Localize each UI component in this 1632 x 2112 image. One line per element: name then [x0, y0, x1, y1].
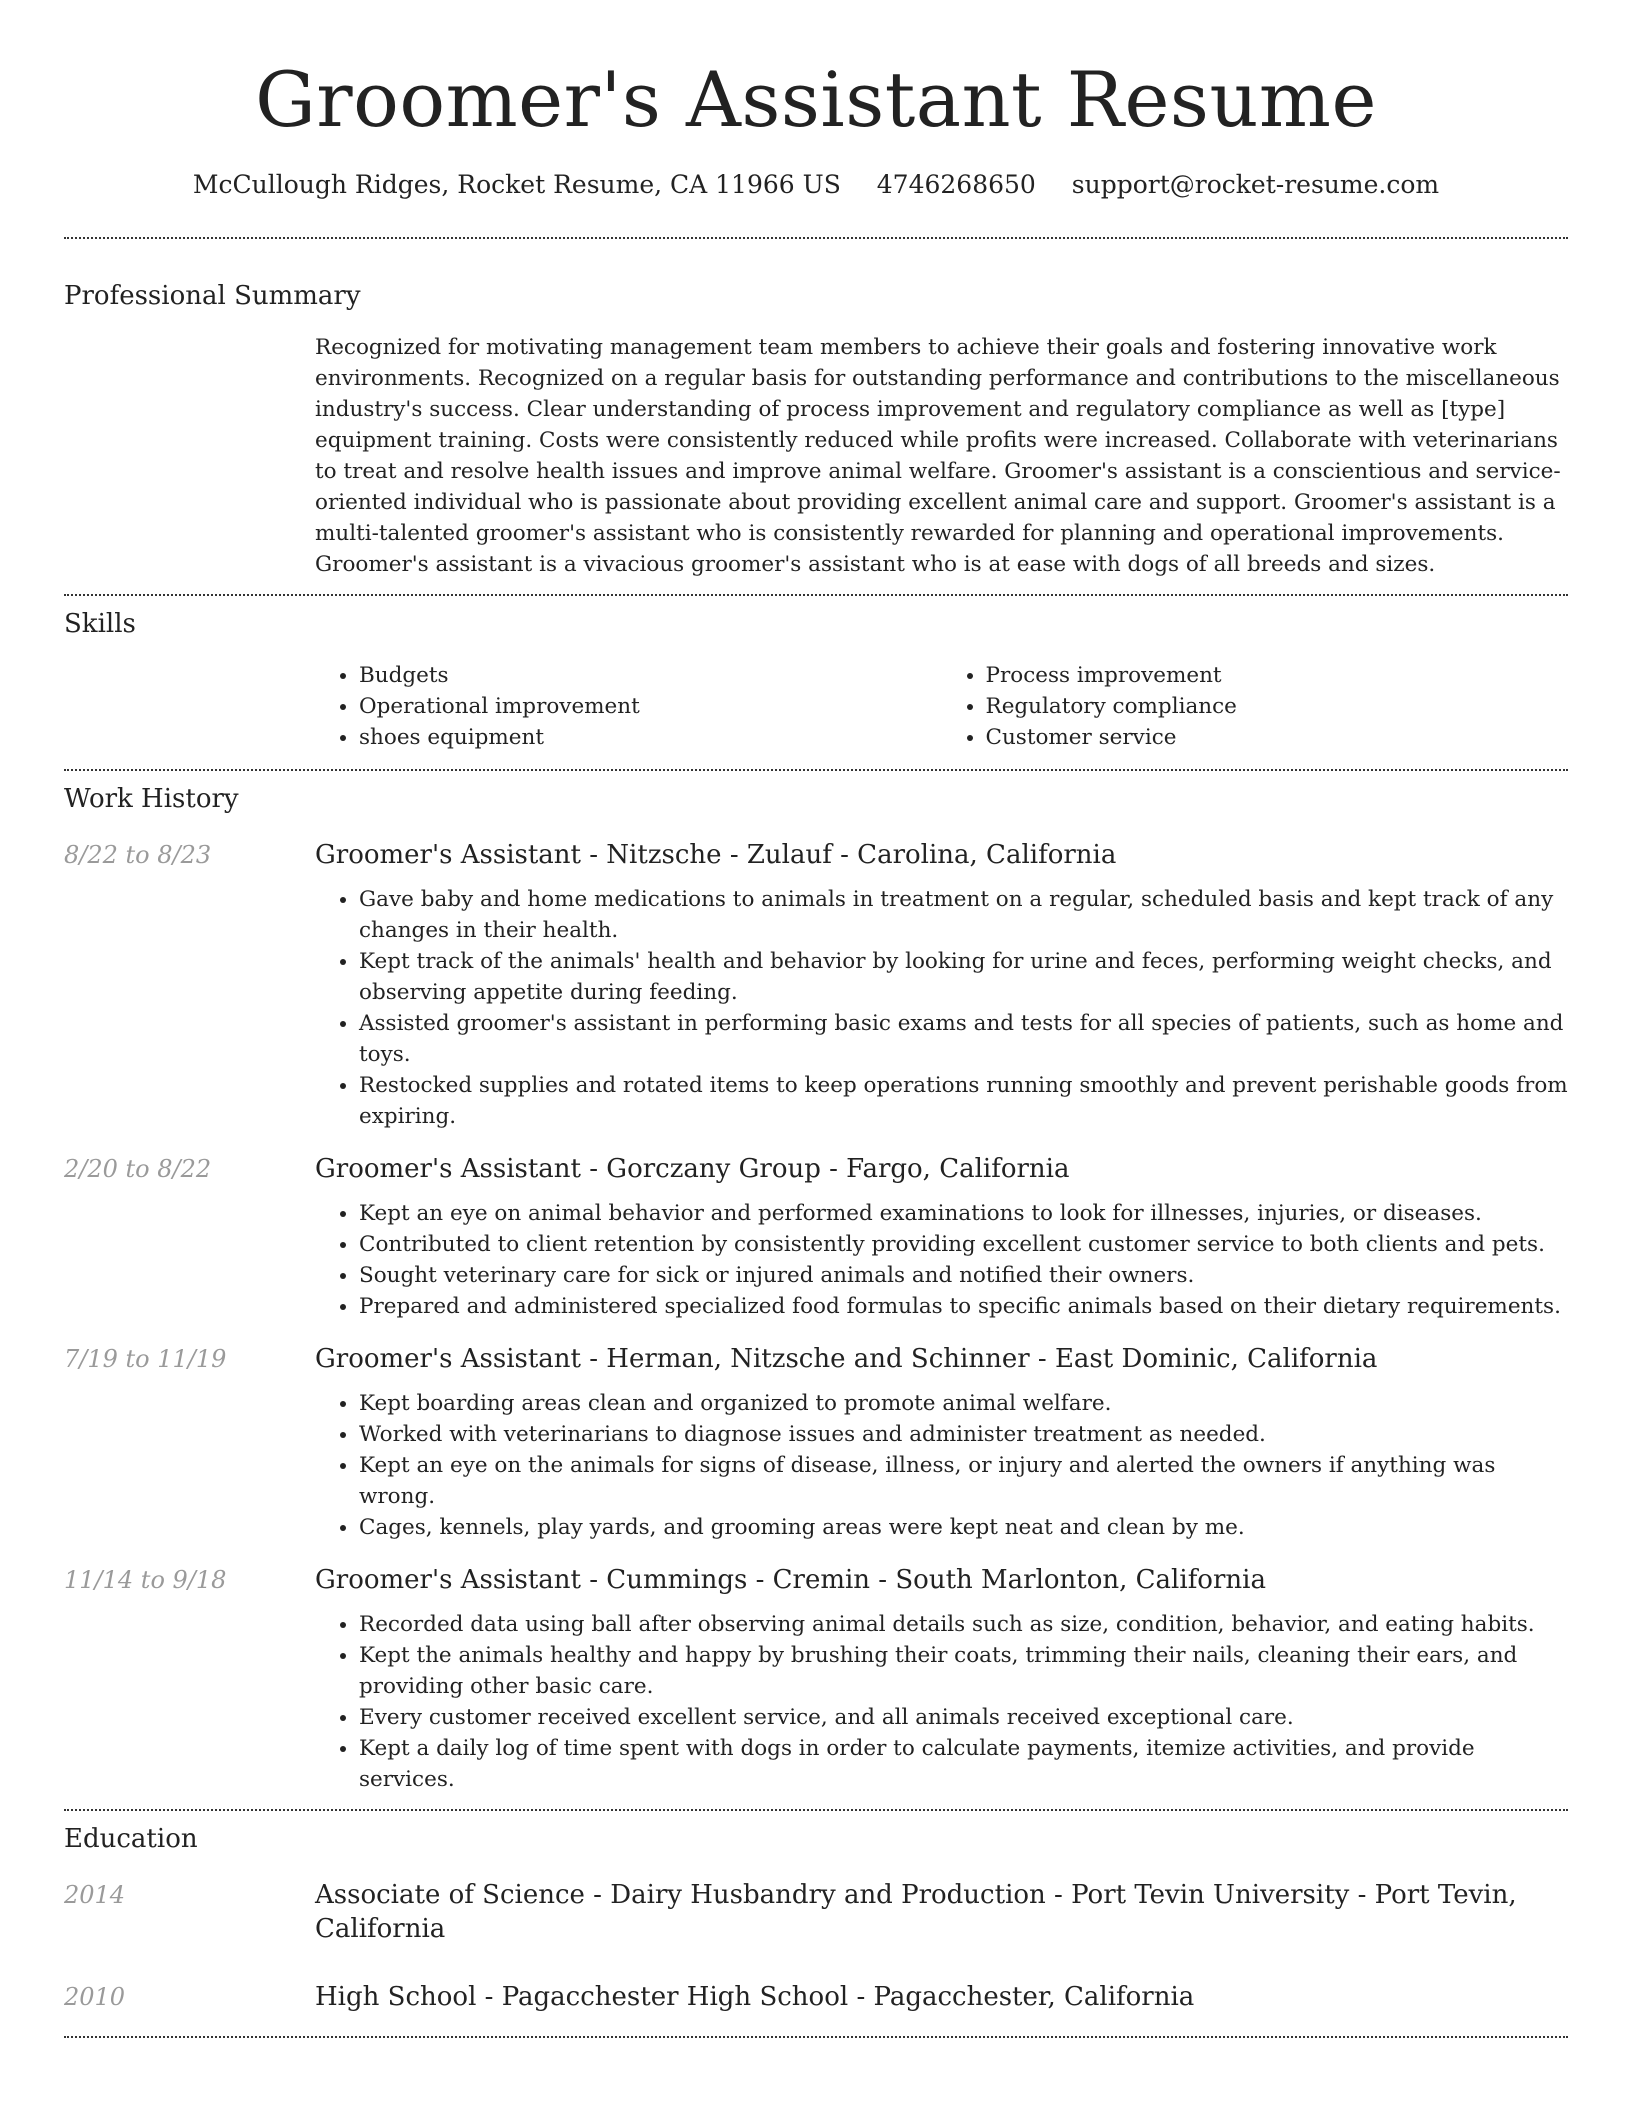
- job-bullet: • Kept track of the animals' health and behavior by looking for urine and feces, performing weight checks, and observing appetite during feeding.: [359, 946, 1568, 1008]
- resume-title: Groomer's Assistant Resume: [255, 55, 1377, 144]
- job-bullet: • Recorded data using ball after observing animal details such as size, condition, behavior, and eating habits.: [359, 1609, 1568, 1640]
- job-bullet: • Sought veterinary care for sick or injured animals and notified their owners.: [359, 1260, 1568, 1291]
- divider: [64, 237, 1568, 239]
- divider: [64, 2036, 1568, 2038]
- section-heading-work: Work History: [64, 784, 239, 814]
- job-entry: [64, 1563, 1568, 1795]
- job-bullet: • Kept an eye on animal behavior and performed examinations to look for illnesses, injuries, or diseases.: [359, 1198, 1568, 1229]
- job-date: 2/20 to 8/22: [64, 1155, 212, 1183]
- divider: [64, 769, 1568, 771]
- education-date: 2010: [64, 1983, 126, 2011]
- address: McCullough Ridges, Rocket Resume, CA 11966 US: [192, 170, 841, 199]
- job-title: Groomer's Assistant - Nitzsche - Zulauf - Carolina, California: [315, 840, 1117, 870]
- job-bullets: [315, 1388, 1568, 1543]
- job-title: Groomer's Assistant - Gorczany Group - Fargo, California: [315, 1154, 1070, 1184]
- divider: [64, 1809, 1568, 1811]
- phone: 4746268650: [876, 170, 1036, 199]
- job-title: Groomer's Assistant - Cummings - Cremin - South Marlonton, California: [315, 1565, 1266, 1595]
- job-bullet: • Restocked supplies and rotated items to keep operations running smoothly and prevent perishable goods from expiring.: [359, 1070, 1568, 1132]
- job-bullets: [315, 884, 1568, 1132]
- section-heading-summary: Professional Summary: [64, 281, 361, 311]
- job-bullet: • Gave baby and home medications to animals in treatment on a regular, scheduled basis and kept track of any changes in their health.: [359, 884, 1568, 946]
- job-entry: [64, 1152, 1568, 1322]
- job-bullet: • Kept boarding areas clean and organized to promote animal welfare.: [359, 1388, 1568, 1419]
- job-bullet: • Assisted groomer's assistant in performing basic exams and tests for all species of patients, such as home and toys.: [359, 1008, 1568, 1070]
- job-date: 7/19 to 11/19: [64, 1345, 227, 1373]
- job-bullet: • Worked with veterinarians to diagnose issues and administer treatment as needed.: [359, 1419, 1568, 1450]
- section-heading-skills: Skills: [64, 609, 136, 639]
- job-entry: [64, 1342, 1568, 1543]
- summary-text: Recognized for motivating management team members to achieve their goals and fostering innovative work environments. Recognized on a regular basis for outstanding performance and contributions to the miscellaneous industry's success. Clear understanding of process improvement and regulatory compliance as well as [type] equipment training. Costs were consistently reduced while profits were increased. Collaborate with veterinarians to treat and resolve health issues and improve animal welfare. Groomer's assistant is a conscientious and service-oriented individual who is passionate about providing excellent animal care and support. Groomer's assistant is a multi-talented groomer's assistant who is consistently rewarded for planning and operational improvements. Groomer's assistant is a vivacious groomer's assistant who is at ease with dogs of all breeds and sizes.: [315, 335, 1561, 577]
- skill-item: • shoes equipment: [359, 722, 942, 753]
- job-bullets: [315, 1609, 1568, 1795]
- job-bullet: • Cages, kennels, play yards, and grooming areas were kept neat and clean by me.: [359, 1512, 1568, 1543]
- education-title: High School - Pagacchester High School - Pagacchester, California: [315, 1982, 1195, 2012]
- skill-item: • Customer service: [986, 722, 1569, 753]
- education-entry: [64, 1980, 1568, 2014]
- job-bullet: • Prepared and administered specialized food formulas to specific animals based on their dietary requirements.: [359, 1291, 1568, 1322]
- job-bullet: • Every customer received excellent service, and all animals received exceptional care.: [359, 1702, 1568, 1733]
- job-entry: [64, 838, 1568, 1132]
- skill-item: • Regulatory compliance: [986, 691, 1569, 722]
- job-date: 11/14 to 9/18: [64, 1566, 227, 1594]
- contact-line: [64, 168, 1568, 202]
- job-bullet: • Kept the animals healthy and happy by brushing their coats, trimming their nails, cleaning their ears, and providing other basic care.: [359, 1640, 1568, 1702]
- job-date: 8/22 to 8/23: [64, 841, 212, 869]
- skills-list-left: [315, 660, 942, 753]
- job-bullet: • Kept a daily log of time spent with dogs in order to calculate payments, itemize activities, and provide services.: [359, 1733, 1568, 1795]
- skill-item: • Budgets: [359, 660, 942, 691]
- job-bullet: • Contributed to client retention by consistently providing excellent customer service to both clients and pets.: [359, 1229, 1568, 1260]
- job-bullet: • Kept an eye on the animals for signs of disease, illness, or injury and alerted the owners if anything was wrong.: [359, 1450, 1568, 1512]
- job-title: Groomer's Assistant - Herman, Nitzsche and Schinner - East Dominic, California: [315, 1344, 1378, 1374]
- education-title: Associate of Science - Dairy Husbandry and Production - Port Tevin University - Port Tevin, California: [315, 1880, 1517, 1944]
- job-bullets: [315, 1198, 1568, 1322]
- skill-item: • Operational improvement: [359, 691, 942, 722]
- skills-list-right: [942, 660, 1569, 753]
- summary-block: [315, 332, 1568, 580]
- email: support@rocket-resume.com: [1071, 170, 1440, 199]
- education-date: 2014: [64, 1881, 126, 1909]
- education-entry: [64, 1878, 1568, 1946]
- divider: [64, 594, 1568, 596]
- skill-item: • Process improvement: [986, 660, 1569, 691]
- section-heading-education: Education: [64, 1824, 198, 1854]
- skills-grid: [315, 660, 1568, 753]
